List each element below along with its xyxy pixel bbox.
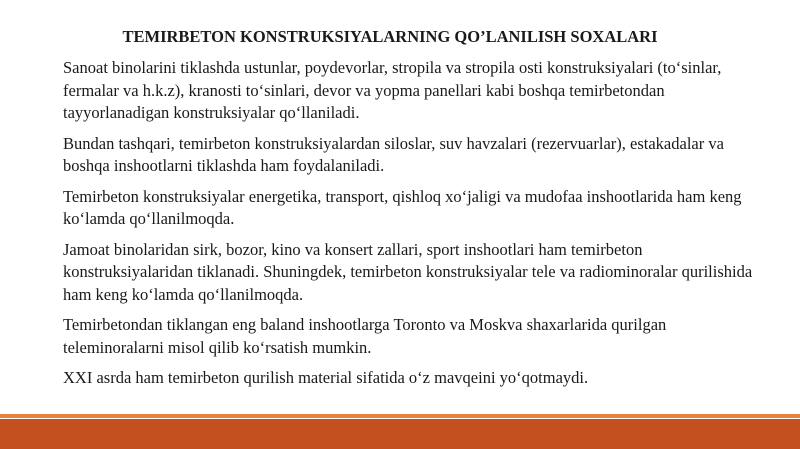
slide-title: TEMIRBETON KONSTRUKSIYALARNING QO’LANILISH SOXALARI [122,27,658,46]
slide-body [63,57,763,398]
paragraph-industrial-buildings: Sanoat binolarini tiklashda ustunlar, poydevorlar, stropila va stropila osti konstruksiyalari (to‘sinlar, fermalar va h.k.z), kranosti to‘sinlari, devor va yopma panellari kabi boshqa temirbetondan tayyorlanadigan konstruksiyalar qo‘llaniladi. [63,58,722,122]
footer-accent-line [0,414,800,418]
paragraph-tall-towers: Temirbetondan tiklangan eng baland inshootlarga Toronto va Moskva shaxarlarida qurilgan teleminoralarni misol qilib ko‘rsatish mumkin. [63,315,667,357]
paragraph-silos-reservoirs: Bundan tashqari, temirbeton konstruksiyalardan siloslar, suv havzalari (rezervuarlar), estakadalar va boshqa inshootlarni tiklashda ham foydalaniladi. [63,133,724,175]
paragraph-energy-transport: Temirbeton konstruksiyalar energetika, transport, qishloq xo‘jaligi va mudofaa inshootlarida ham keng ko‘lamda qo‘llanilmoqda. [63,186,742,228]
footer-accent-bar [0,419,800,449]
paragraph-21st-century: XXI asrda ham temirbeton qurilish material sifatida o‘z mavqeini yo‘qotmaydi. [63,368,589,387]
paragraph-public-buildings: Jamoat binolaridan sirk, bozor, kino va konsert zallari, sport inshootlari ham temirbeton konstruksiyalaridan tiklanadi. Shuningdek, temirbeton konstruksiyalar tele va radiominoralar qurilishida ham keng ko‘lamda qo‘llanilmoqda. [63,239,753,304]
